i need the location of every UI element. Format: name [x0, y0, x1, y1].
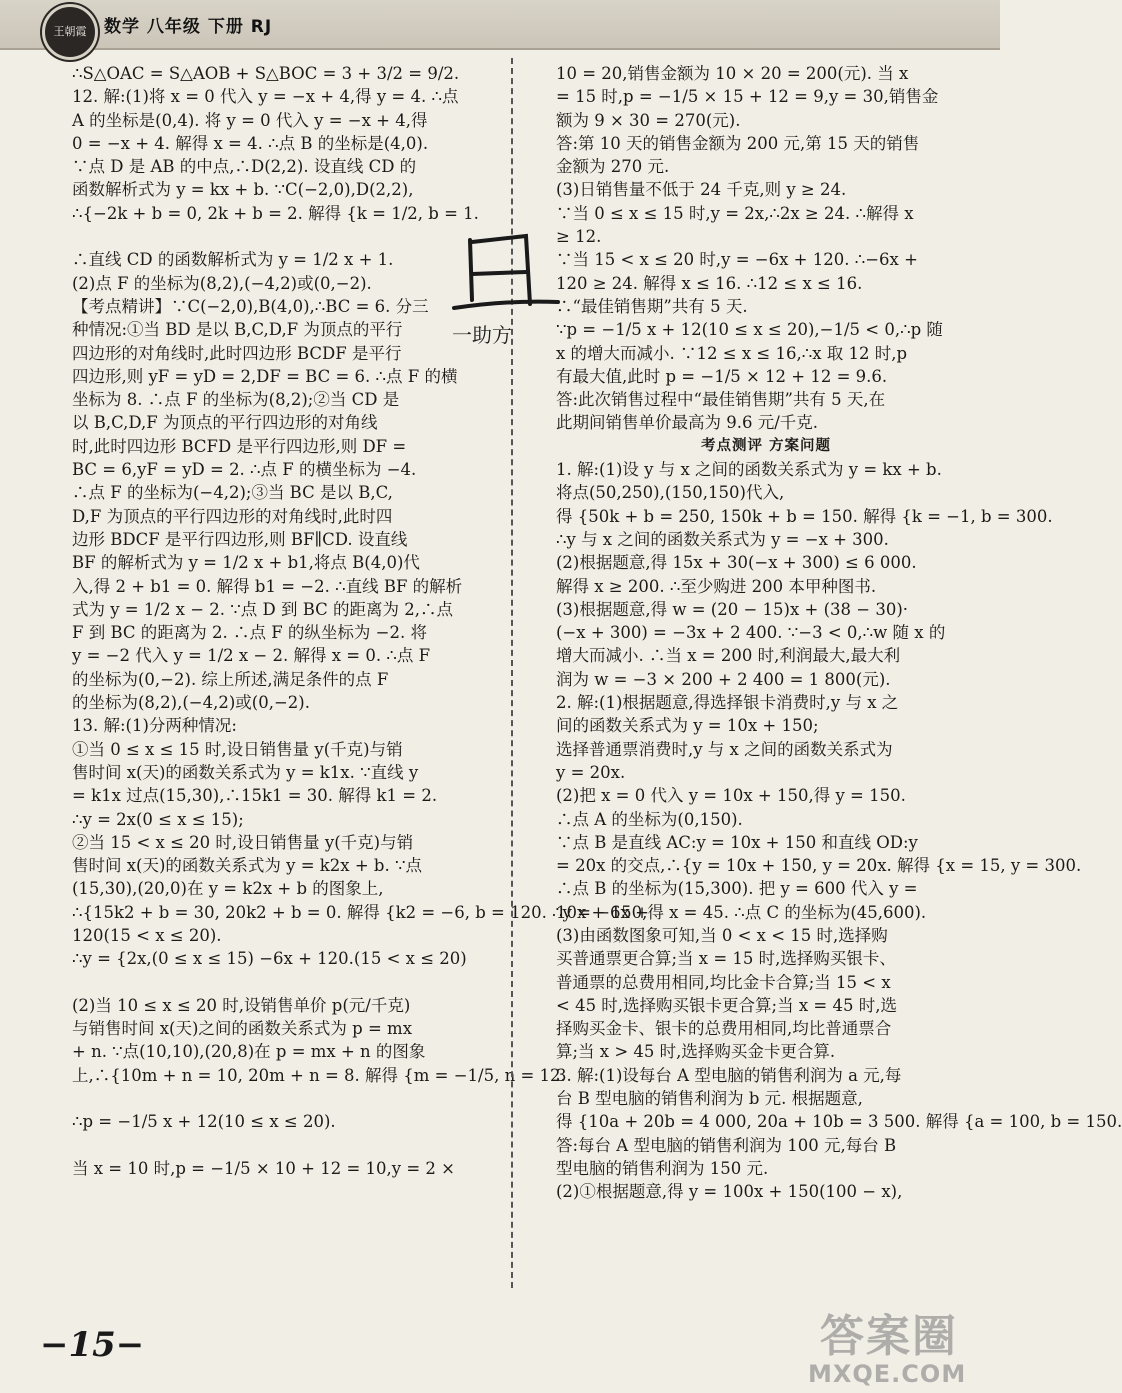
text-line: ∴y = 2x(0 ≤ x ≤ 15);: [72, 809, 244, 829]
text-line: (15,30),(20,0)在 y = k2x + b 的图象上,: [72, 879, 384, 899]
text-line: 坐标为 8. ∴点 F 的坐标为(8,2);②当 CD 是: [72, 390, 400, 410]
text-line: y = −2 代入 y = 1/2 x − 2. 解得 x = 0. ∴点 F: [72, 646, 431, 666]
text-line: (2)把 x = 0 代入 y = 10x + 150,得 y = 150.: [556, 786, 906, 806]
watermark-logo-text: 答案圈: [820, 1311, 958, 1362]
text-line: 边形 BDCF 是平行四边形,则 BF∥CD. 设直线: [72, 529, 408, 549]
text-line: 将点(50,250),(150,150)代入,: [556, 483, 785, 503]
text-line: ∴直线 CD 的函数解析式为 y = 1/2 x + 1.: [72, 250, 394, 270]
text-line: F 到 BC 的距离为 2. ∴点 F 的纵坐标为 −2. 将: [72, 623, 427, 643]
text-line: 当 x = 10 时,p = −1/5 × 10 + 12 = 10,y = 2 ×: [72, 1158, 455, 1178]
text-line: 函数解析式为 y = kx + b. ∵C(−2,0),D(2,2),: [72, 180, 414, 200]
text-line: (3)由函数图象可知,当 0 < x < 15 时,选择购: [556, 925, 888, 945]
text-line: ∴{15k2 + b = 30, 20k2 + b = 0. 解得 {k2 = −6, b = 120. ∴y = −6x +: [72, 902, 649, 922]
text-line: [72, 1087, 500, 1110]
text-line: 选择普通票消费时,y 与 x 之间的函数关系式为: [556, 739, 893, 759]
text-line: ∵当 0 ≤ x ≤ 15 时,y = 2x,∴2x ≥ 24. ∴解得 x: [556, 203, 914, 223]
text-line: ∴p = −1/5 x + 12(10 ≤ x ≤ 20).: [72, 1112, 336, 1132]
text-line: 时,此时四边形 BCFD 是平行四边形,则 DF =: [72, 436, 407, 456]
text-line: = k1x 过点(15,30),∴15k1 = 30. 解得 k1 = 2.: [72, 786, 438, 806]
text-line: D,F 为顶点的平行四边形的对角线时,此时四: [72, 506, 393, 526]
text-line: (−x + 300) = −3x + 2 400. ∵−3 < 0,∴w 随 x 的: [556, 623, 946, 643]
text-line: 售时间 x(天)的函数关系式为 y = k1x. ∵直线 y: [72, 762, 419, 782]
text-line: 台 B 型电脑的销售利润为 b 元. 根据题意,: [556, 1089, 863, 1109]
right-column: [556, 62, 1122, 1204]
text-line: 2. 解:(1)根据题意,得选择银卡消费时,y 与 x 之: [556, 693, 899, 713]
text-line: 四边形的对角线时,此时四边形 BCDF 是平行: [72, 343, 402, 363]
text-line: 的坐标为(8,2),(−4,2)或(0,−2).: [72, 693, 310, 713]
text-line: 考点测评 方案问题: [700, 437, 832, 454]
page-number: −15−: [40, 1325, 145, 1365]
text-line: 的坐标为(0,−2). 综上所述,满足条件的点 F: [72, 669, 389, 689]
text-line: ∴点 F 的坐标为(−4,2);③当 BC 是以 B,C,: [72, 483, 393, 503]
text-line: 12. 解:(1)将 x = 0 代入 y = −x + 4,得 y = 4. ∴点: [72, 87, 459, 107]
text-line: ∴{−2k + b = 0, 2k + b = 2. 解得 {k = 1/2, b = 1.: [72, 203, 479, 223]
text-line: 增大而减小. ∴当 x = 200 时,利润最大,最大利: [556, 646, 901, 666]
text-line: (2)当 10 ≤ x ≤ 20 时,设销售单价 p(元/千克): [72, 995, 411, 1015]
text-line: 有最大值,此时 p = −1/5 × 12 + 12 = 9.6.: [556, 366, 888, 386]
handwriting-text: 一助方: [452, 323, 512, 347]
text-line: 以 B,C,D,F 为顶点的平行四边形的对角线: [72, 413, 378, 433]
text-line: 售时间 x(天)的函数关系式为 y = k2x + b. ∵点: [72, 856, 422, 876]
text-line: = 15 时,p = −1/5 × 15 + 12 = 9,y = 30,销售金: [556, 87, 939, 107]
text-line: 式为 y = 1/2 x − 2. ∵点 D 到 BC 的距离为 2,∴点: [72, 599, 454, 619]
watermark-url: MXQE.COM: [808, 1360, 967, 1388]
text-line: (2)点 F 的坐标为(8,2),(−4,2)或(0,−2).: [72, 273, 372, 293]
text-line: 0 = −x + 4. 解得 x = 4. ∴点 B 的坐标是(4,0).: [72, 133, 429, 153]
text-line: 与销售时间 x(天)之间的函数关系式为 p = mx: [72, 1019, 412, 1039]
text-line: 金额为 270 元.: [556, 157, 670, 177]
text-line: 算;当 x > 45 时,选择购买金卡更合算.: [556, 1042, 836, 1062]
text-line: ∴“最佳销售期”共有 5 天.: [556, 296, 748, 316]
text-line: 得 {10a + 20b = 4 000, 20a + 10b = 3 500. 解得 {a = 100, b = 150.: [556, 1112, 1122, 1132]
text-line: 择购买金卡、银卡的总费用相同,均比普通票合: [556, 1019, 892, 1039]
text-line: 【考点精讲】∵C(−2,0),B(4,0),∴BC = 6. 分三: [72, 296, 429, 316]
text-line: ②当 15 < x ≤ 20 时,设日销售量 y(千克)与销: [72, 832, 414, 852]
text-line: 3. 解:(1)设每台 A 型电脑的销售利润为 a 元,每: [556, 1065, 902, 1085]
handwritten-mark: [448, 212, 568, 352]
text-line: + n. ∵点(10,10),(20,8)在 p = mx + n 的图象: [72, 1042, 426, 1062]
text-line: 此期间销售单价最高为 9.6 元/千克.: [556, 413, 819, 433]
text-line: ∵点 B 是直线 AC:y = 10x + 150 和直线 OD:y: [556, 832, 918, 852]
text-line: 答:每台 A 型电脑的销售利润为 100 元,每台 B: [556, 1135, 897, 1155]
text-line: 普通票的总费用相同,均比金卡合算;当 15 < x: [556, 972, 891, 992]
text-line: 买普通票更合算;当 x = 15 时,选择购买银卡、: [556, 949, 896, 969]
text-line: BF 的解析式为 y = 1/2 x + b1,将点 B(4,0)代: [72, 553, 420, 573]
text-line: (2)①根据题意,得 y = 100x + 150(100 − x),: [556, 1182, 903, 1202]
text-line: ∴y 与 x 之间的函数关系式为 y = −x + 300.: [556, 529, 889, 549]
text-line: ∵p = −1/5 x + 12(10 ≤ x ≤ 20),−1/5 < 0,∴p 随: [556, 320, 943, 340]
text-line: BC = 6,yF = yD = 2. ∴点 F 的横坐标为 −4.: [72, 460, 417, 480]
text-line: ∵点 D 是 AB 的中点,∴D(2,2). 设直线 CD 的: [72, 157, 417, 177]
text-line: [72, 225, 500, 248]
text-line: 得 {50k + b = 250, 150k + b = 150. 解得 {k = −1, b = 300.: [556, 506, 1053, 526]
text-line: [72, 1134, 500, 1157]
text-line: 四边形,则 yF = yD = 2,DF = BC = 6. ∴点 F 的横: [72, 366, 458, 386]
text-line: 10x + 150,得 x = 45. ∴点 C 的坐标为(45,600).: [556, 902, 927, 922]
text-line: 润为 w = −3 × 200 + 2 400 = 1 800(元).: [556, 669, 891, 689]
book-title: 数学 八年级 下册 RJ: [104, 17, 273, 37]
text-line: (3)根据题意,得 w = (20 − 15)x + (38 − 30)·: [556, 599, 909, 619]
brand-seal-icon: 王朝霞: [42, 4, 98, 60]
text-line: 13. 解:(1)分两种情况:: [72, 716, 237, 736]
text-line: (2)根据题意,得 15x + 30(−x + 300) ≤ 6 000.: [556, 553, 917, 573]
text-line: ∴S△OAC = S△AOB + S△BOC = 3 + 3/2 = 9/2.: [72, 64, 460, 83]
text-line: 答:第 10 天的销售金额为 200 元,第 15 天的销售: [556, 133, 920, 153]
text-line: 型电脑的销售利润为 150 元.: [556, 1158, 769, 1178]
text-line: 120 ≥ 24. 解得 x ≤ 16. ∴12 ≤ x ≤ 16.: [556, 273, 863, 293]
text-line: 答:此次销售过程中“最佳销售期”共有 5 天,在: [556, 390, 886, 410]
text-line: 上,∴{10m + n = 10, 20m + n = 8. 解得 {m = −1/5, n = 12.: [72, 1065, 566, 1085]
text-line: y = 20x.: [556, 762, 626, 782]
site-watermark: [790, 1300, 990, 1390]
text-line: 1. 解:(1)设 y 与 x 之间的函数关系式为 y = kx + b.: [556, 460, 942, 480]
text-line: ①当 0 ≤ x ≤ 15 时,设日销售量 y(千克)与销: [72, 739, 403, 759]
text-line: ∴点 A 的坐标为(0,150).: [556, 809, 743, 829]
text-line: = 20x 的交点,∴{y = 10x + 150, y = 20x. 解得 {x = 15, y = 300.: [556, 856, 1082, 876]
text-line: ∵当 15 < x ≤ 20 时,y = −6x + 120. ∴−6x +: [556, 250, 918, 270]
text-line: A 的坐标是(0,4). 将 y = 0 代入 y = −x + 4,得: [72, 110, 428, 130]
text-line: 解得 x ≥ 200. ∴至少购进 200 本甲种图书.: [556, 576, 877, 596]
text-line: ∴y = {2x,(0 ≤ x ≤ 15) −6x + 120.(15 < x ≤ 20): [72, 949, 467, 969]
text-line: [72, 971, 500, 994]
text-line: < 45 时,选择购买银卡更合算;当 x = 45 时,选: [556, 995, 897, 1015]
text-line: 120(15 < x ≤ 20).: [72, 925, 222, 945]
text-line: 种情况:①当 BD 是以 B,C,D,F 为顶点的平行: [72, 320, 403, 340]
text-line: 间的函数关系式为 y = 10x + 150;: [556, 716, 819, 736]
text-line: x 的增大而减小. ∵12 ≤ x ≤ 16,∴x 取 12 时,p: [556, 343, 908, 363]
text-line: 额为 9 × 30 = 270(元).: [556, 110, 741, 130]
text-line: ∴点 B 的坐标为(15,300). 把 y = 600 代入 y =: [556, 879, 918, 899]
text-line: 10 = 20,销售金额为 10 × 20 = 200(元). 当 x: [556, 64, 909, 83]
text-line: 入,得 2 + b1 = 0. 解得 b1 = −2. ∴直线 BF 的解析: [72, 576, 463, 596]
page-header: [0, 0, 1000, 50]
text-line: ≥ 12.: [556, 227, 602, 247]
text-line: (3)日销售量不低于 24 千克,则 y ≥ 24.: [556, 180, 847, 200]
